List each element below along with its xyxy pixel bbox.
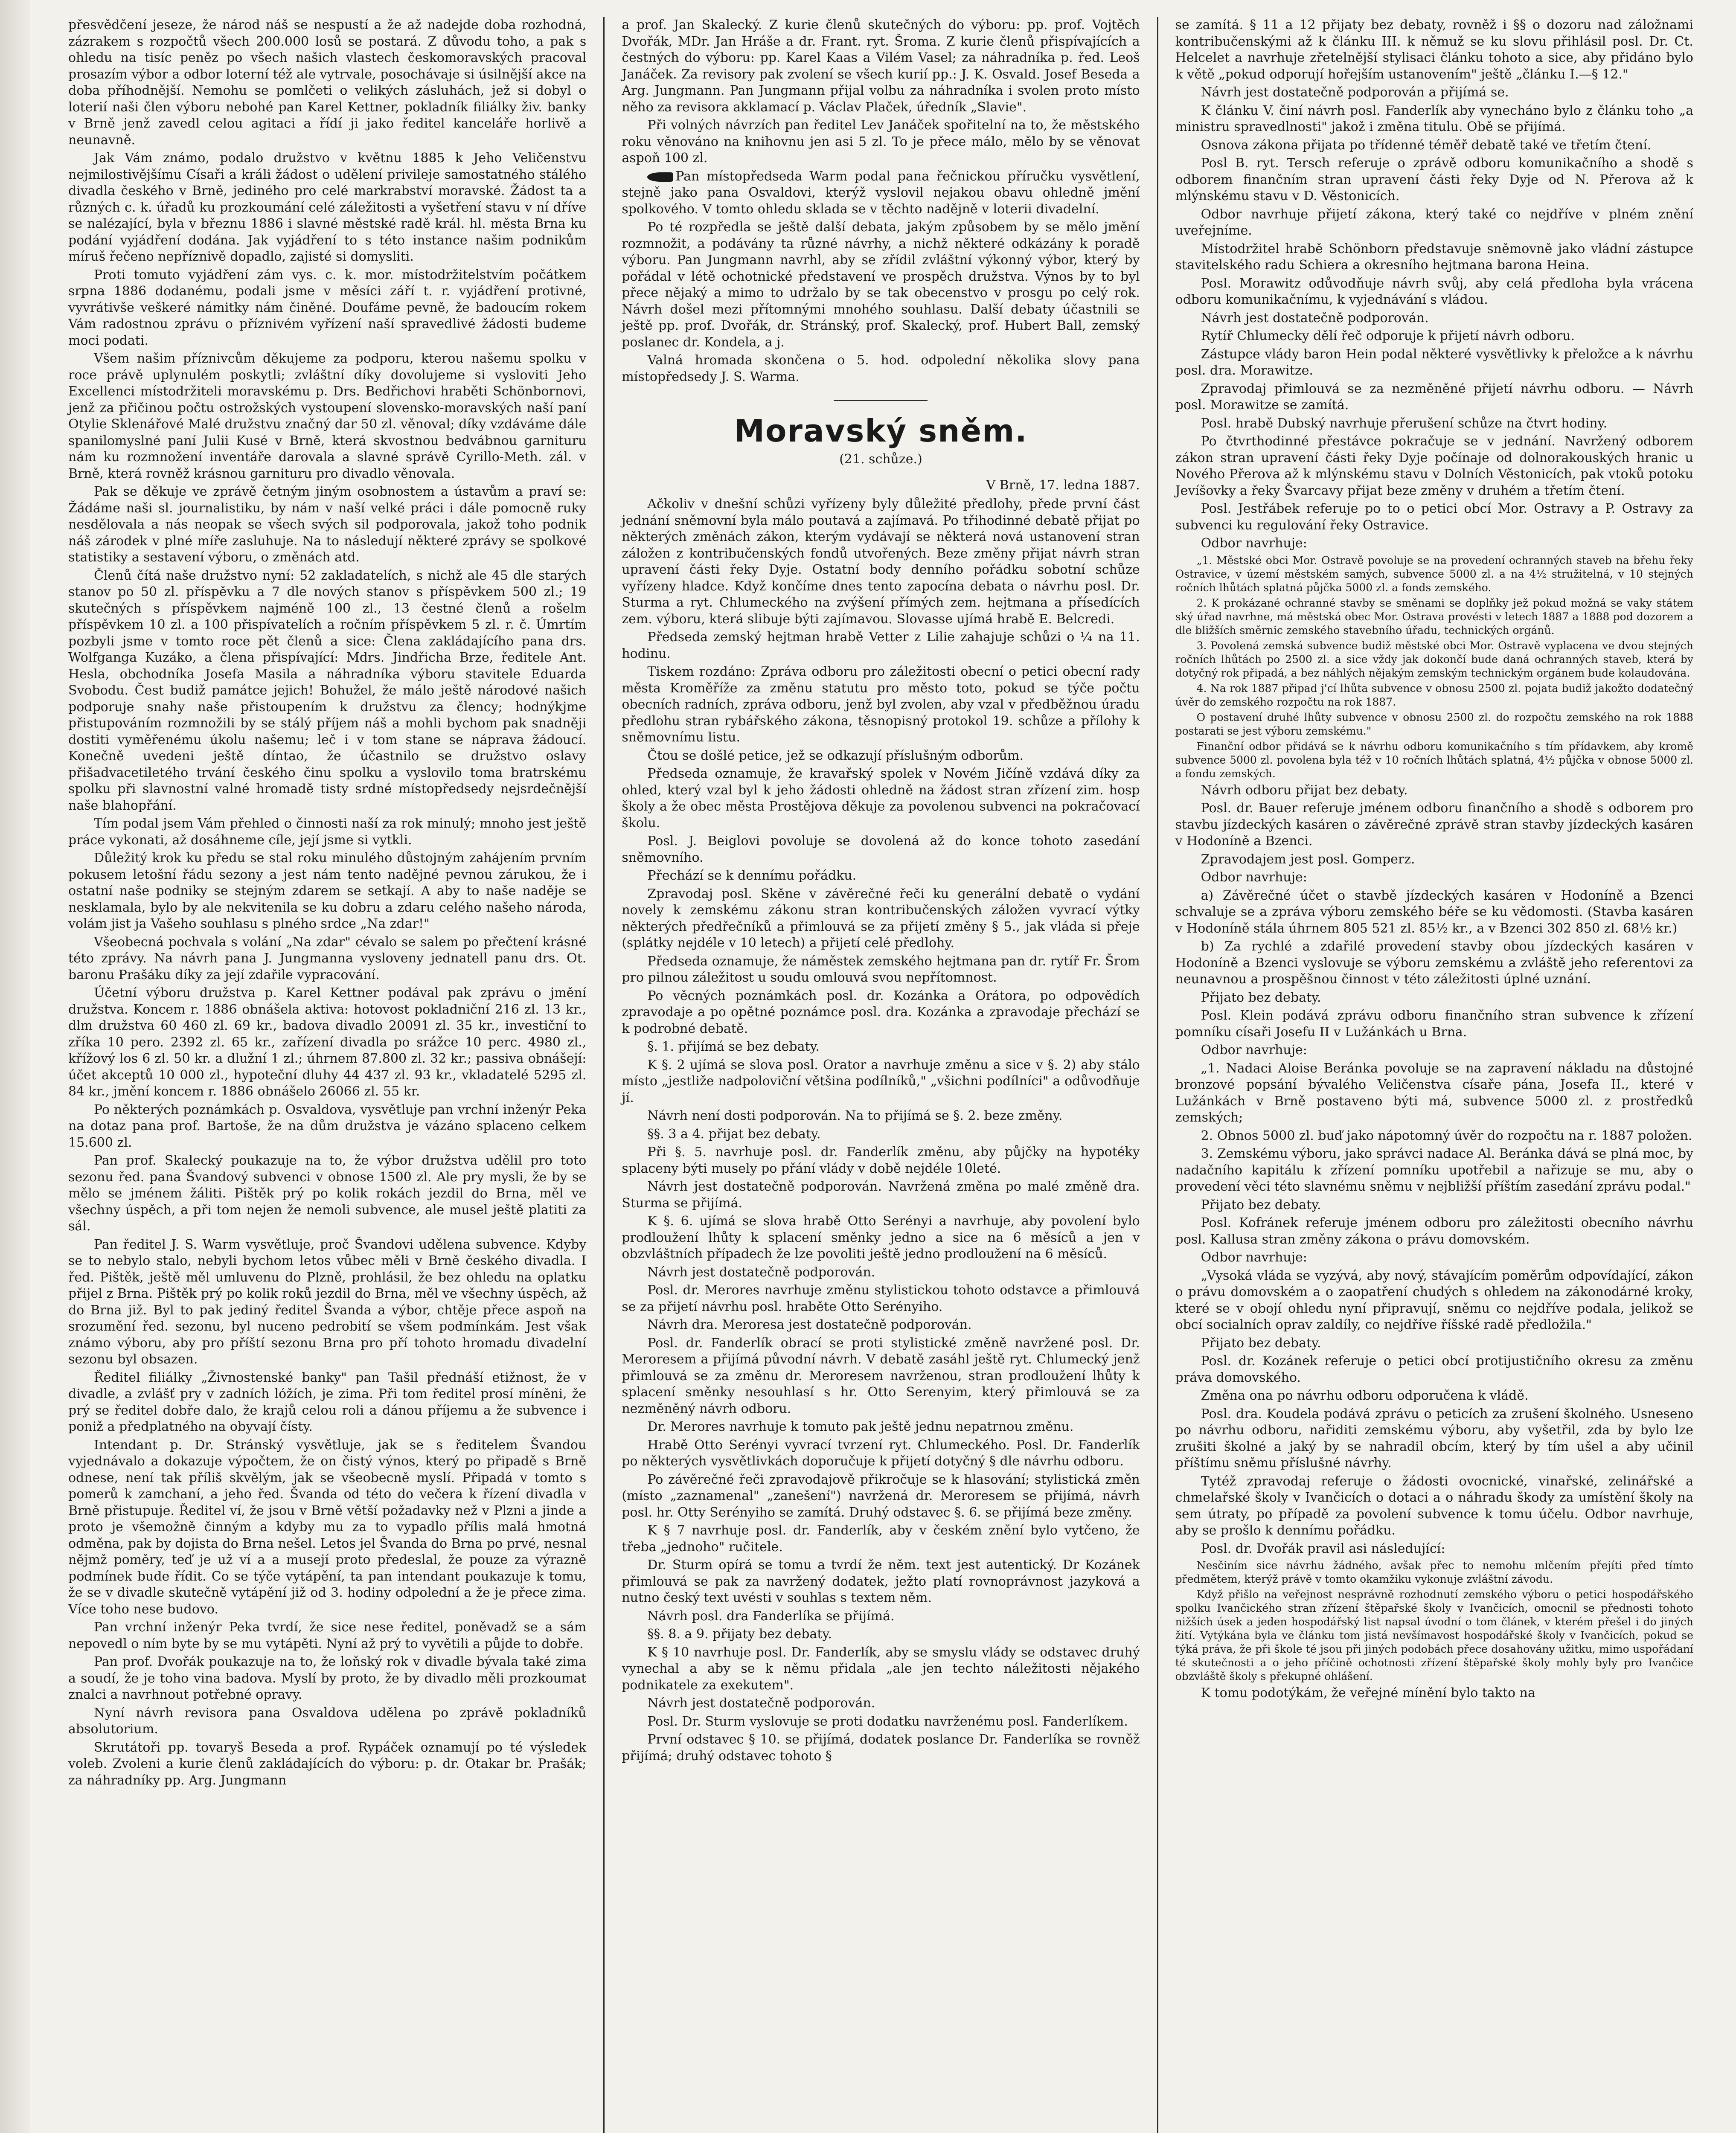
divider bbox=[834, 400, 928, 401]
paragraph: Posl B. ryt. Tersch referuje o zprávě odboru komunikačního a shodě s odborem finančním stran upravení části řeky Dyje od N. Přerova až k mlýnskému stavu v D. Věstonicích. bbox=[1175, 156, 1693, 203]
paragraph: Přijato bez debaty. bbox=[1201, 1197, 1321, 1212]
paragraph: Dr. Merores navrhuje k tomuto pak ještě jednu nepatrnou změnu. bbox=[647, 1419, 1074, 1434]
column-1 bbox=[51, 17, 603, 2133]
paragraph: Valná hromada skončena o 5. hod. odpolední několika slovy pana místopředsedy J. S. Warma. bbox=[622, 353, 1140, 384]
paragraph: K § 10 navrhuje posl. Dr. Fanderlík, aby se smyslu vlády se odstavec druhý vynechal a aby se k němu přidala „ale jen techto náležitosti nějakého podnikatele za exekutem". bbox=[622, 1645, 1140, 1693]
paragraph: 3. Zemskému výboru, jako správci nadace Al. Beránka dává se plná moc, by nadačního kapitálu k zřízení pomníku upotřebil a nařizuje se mu, aby o provedení věci této slavnému sněmu v nejbližší příštím zasedání zprávu podal." bbox=[1175, 1146, 1693, 1194]
paragraph: Přijato bez debaty. bbox=[1201, 1335, 1321, 1351]
paragraph: Zpravodaj přimlouvá se za nezměněné přijetí návrhu odboru. — Návrh posl. Morawitze se zamítá. bbox=[1175, 381, 1693, 413]
paragraph: Ředitel filiálky „Živnostenské banky" pan Tašil přednáší etižnost, že v divadle, a zvlášť pry v zadních lóžích, je zima. Při tom ředitel prosí míněni, že prý se ředitel dobře dalo, že krajů celou roli a dánou příjemu a že subvence i poniž a předplatného na obyvají čísty. bbox=[68, 1370, 587, 1434]
resolution-text bbox=[1175, 554, 1693, 781]
paragraph: Všem našim příznivcům děkujeme za podporu, kterou našemu spolku v roce právě uplynulém poskytli; zvláštní díky dovolujeme si vysloviti Jeho Excellenci místodržiteli moravskému p. Drs. Bedřichovi hraběti Schönbornovi, jenž za přičinou počtu ostrožských vystoupení slovensko-moravských naší paní Otylie Sklenářové Malé družstvu značný dar 50 zl. věnoval; díky vzdáváme dále spanilomyslné paní Julii Kusé v Brně, která skvostnou bedvábnou garnituru nám ku rozmnožení inventáře darovala a slavné správě Cyrillo-Meth. zál. v Brně, která rovněž krásnou garnituru pro divadlo věnovala. bbox=[68, 351, 587, 481]
paragraph: Návrh dra. Meroresa jest dostatečně podporován. bbox=[647, 1317, 972, 1332]
paragraph: Přechází se k dennímu pořádku. bbox=[647, 868, 857, 883]
paragraph: Důležitý krok ku předu se stal roku minulého důstojným zahájením prvním pokusem letošní řádu sezony a jest nám tento nadějné pevnou zárukou, že i ostatní naše podniky se stejným zdarem se setkají. A aby to naše naděje se nesklamala, bylo by ale nekvitenila se ku dobru a zdaru celého našeho národa, volám jist ja Vašeho souhlasu s plného srdce „Na zdar!" bbox=[68, 851, 587, 931]
paragraph: Hrabě Otto Serényi vyvrací tvrzení ryt. Chlumeckého. Posl. Dr. Fanderlík po některých vysvětlivkách doporučuje k přijetí dotyčný § dle návrhu odboru. bbox=[622, 1437, 1140, 1469]
paragraph: b) Za rychlé a zdařilé provedení stavby obou jízdeckých kasáren v Hodoníně a Bzenci vyslovuje se výboru zemskému a zvláště jeho referentovi za neunavnou a prospěšnou činnost v této záležitosti úplné uznání. bbox=[1175, 939, 1693, 987]
paragraph: Posl. Morawitz odůvodňuje návrh svůj, aby celá předloha byla vrácena odboru komunikačnímu, k vyjednávání s vládou. bbox=[1175, 276, 1693, 307]
paragraph bbox=[622, 169, 1140, 218]
paragraph: Posl. dr. Fanderlík obrací se proti stylistické změně navržené posl. Dr. Meroresem a přijímá původní návrh. V debatě zasáhl ještě ryt. Chlumecký jenž přimlouvá se za změnu dr. Meroresem navrženou, stran prodloužení lhůty k splacení směnky nesouhlasí s hr. Otto Serenyim, který přimlouvá se za nezměněný návrh odboru. bbox=[622, 1335, 1140, 1416]
paragraph: Zpravodaj posl. Skěne v závěrečné řeči ku generální debatě o vydání novely k zemskému zákonu stran kontribučenských záložen vyvrací výtky některých předřečníků a přimlouvá se za přijetí změny § 5., jak vláda si přeje (splátky nejdéle v 10 letech) a přijetí celé předlohy. bbox=[622, 886, 1140, 950]
paragraph: Tím podal jsem Vám přehled o činnosti naší za rok minulý; mnoho jest ještě práce vykonati, až dosáhneme cíle, její jsme si vytkli. bbox=[68, 816, 587, 848]
paragraph: Členů čítá naše družstvo nyní: 52 zakladatelích, s nichž ale 45 dle starých stanov po 50 zl. příspěvku a 7 dle nových stanov s příspěvkem 500 zl.; 19 skutečných s příspěvkem najméně 100 zl., 13 čestné členů a rošelm příspěvkem 10 zl. a 100 přispívatelích a ročním příspěvkem 5 zl. r. č. Úmrtím pozbyli jsme v tomto roce pět členů a sice: Člena zakládajícího pana drs. Wolfganga Kuzáko, a člena přispívající: Mdrs. Jindřicha Brze, ředitele Ant. Hesla, obchodníka Josefa Masila a náhradníka výboru stavitele Eduarda Svobodu. Čest budiž památce jejich! Bohužel, že málo ještě národové našich podporuje snahy naše přistoupením k družstvu za člency; hodnýkjme přistupováním rozmnožili by se stálý příjem náš a mohli bychom pak snadněji dostiti vyměřenému úkolu našemu; leč i v tom stane se náprava žádoucí. Konečně uvedeni ještě díntao, že účastnilo se družstvo oslavy přišadvacetiletého trvání českého činu spolku a vyslovilo toma bratrskému spolku při slavnostní valné hromadě tisty srdné místopředsedy nejsrdečnější naše blahopřání. bbox=[68, 568, 587, 813]
paragraph: Jak Vám známo, podalo družstvo v květnu 1885 k Jeho Veličenstvu nejmilostivějšímu Císaři a králi žádost o udělení privileje samostatného stálého divadla českého v Brně, jediného pro celé markrabství moravské. Žádost ta a různých c. k. úřadů ku prozkoumání celé záležitosti a vyšetření stavu v ní dříve se nalézající, byla v březnu 1886 i slavné městské radě král. hl. města Brna ku podání vyjádření dodána. Jak vyjádření to s této instance našim podnikům míruš řečeno nepříznivě dopadlo, zajisté si domysliti. bbox=[68, 151, 587, 264]
paragraph: Posl. dr. Bauer referuje jménem odboru finančního a shodě s odborem pro stavbu jízdeckých kasáren o závěrečné zprávě stran stavby jízdeckých kasáren v Hodoníně a Bzenci. bbox=[1175, 801, 1693, 849]
paragraph: Posl. dr. Merores navrhuje změnu stylistickou tohoto odstavce a přimlouvá se za přijetí návrhu posl. hraběte Otto Serényiho. bbox=[622, 1283, 1140, 1314]
paragraph: První odstavec § 10. se přijímá, dodatek poslance Dr. Fanderlíka se rovněž přijímá; druhý odstavec tohoto § bbox=[622, 1732, 1140, 1764]
paragraph: Posl. Jestřábek referuje po to o petici obcí Mor. Ostravy a P. Ostravy za subvenci ku regulování řeky Ostravice. bbox=[1175, 501, 1693, 533]
paragraph: přesvědčení jeseze, že národ náš se nespustí a že až nadejde doba rozhodná, zázrakem s rozpočtů všech 200.000 losů se postará. Z důvodu toho, a pak s ohledu na tisíc peněz po všech našich vlastech českomoravských pracoval prosazím výbor a odbor loterní též ale vytrvale, posochávaje si úsilnější akce na doba příhodnější. Nemohu se pomlčeti o velikých zásluhách, jež si dobyl o loterií naši člen výboru nebohé pan Karel Kettner, pokladník filiálky živ. banky v Brně jenž zavedl celou agitaci a řídí ji jako ředitel kanceláře horlivě a neunavně. bbox=[68, 17, 587, 148]
paragraph: Rytíř Chlumecky dělí řeč odporuje k přijetí návrh odboru. bbox=[1201, 328, 1575, 343]
paragraph: Posl. Kofránek referuje jménem odboru pro záležitosti obecního návrhu posl. Kallusa stran změny zákona o právu domovském. bbox=[1175, 1215, 1693, 1247]
paragraph: Účetní výboru družstva p. Karel Kettner podával pak zprávu o jmění družstva. Koncem r. 1886 obnášela aktiva: hotovost pokladniční 216 zl. 13 kr., dlm družstva 60 460 zl. 69 kr., badova divadlo 20091 zl. 35 kr., investiční to zříka 10 pero. 2392 zl. 65 kr., zařízení divadla po srážce 10 perc. 4980 zl., křížový los 6 zl. 50 kr. a dlužní 1 zl.; úhrnem 87.800 zl. 32 kr.; passiva obnášejí: účet akceptů 10 000 zl., hypoteční dluhy 44 437 zl. 93 kr., vkladatelé 5295 zl. 84 kr., jmění koncem r. 1886 obnášelo 26066 zl. 55 kr. bbox=[68, 985, 587, 1099]
paragraph: se zamítá. § 11 a 12 přijaty bez debaty, rovněž i §§ o dozoru nad záložnami kontribučenskými až k článku III. k němuž se ku slovu přihlásil posl. Dr. Ct. Helcelet a navrhuje zřetelnější stylisaci článku tohoto a sice, aby přidáno bylo k větě „pokud odporují hořejším ustanovením" ještě „článku I.—§ 12." bbox=[1175, 17, 1693, 82]
paragraph: Posl. dra. Koudela podává zprávu o peticích za zrušení školného. Usneseno po návrhu odboru, nařiditi zemskému výboru, aby vyšetřil, zda by bylo lze zrušiti školné a jaký by se nahradil obcím, který by tím ušel a aby učinil příštímu sněmu příslušné návrhy. bbox=[1175, 1406, 1693, 1470]
section-headline: Moravský sněm. bbox=[734, 413, 1028, 449]
paragraph: Nyní návrh revisora pana Osvaldova udělena po zprávě pokladníků absolutorium. bbox=[68, 1705, 587, 1737]
paragraph: Osnova zákona přijata po třídenné téměř debatě také ve třetím čtení. bbox=[1201, 137, 1652, 153]
paragraph: Návrh jest dostatečně podporován. bbox=[647, 1264, 875, 1280]
paragraph: Při volných návrzích pan ředitel Lev Janáček spořitelní na to, že městského roku věnováno na knihovnu jen asi 5 zl. To je přece málo, mělo by se věnovat aspoň 100 zl. bbox=[622, 118, 1140, 166]
resolution-item: 3. Povolená zemská subvence budiž městské obci Mor. Ostravě vyplacena ve dvou stejných ročních lhůtách po 2500 zl. a sice vždy jak dokončí bude daná ochranných staveb, která by dotyčný rok připadá, a bez náhlých nějakým zemským technickým orgánem bude kolaudována. bbox=[1175, 639, 1693, 679]
paragraph: Posl. dr. Kozánek referuje o petici obcí protijustičního okresu za změnu práva domovského. bbox=[1175, 1354, 1693, 1385]
article-columns bbox=[51, 17, 1710, 2133]
paragraph: Posl. hrabě Dubský navrhuje přerušení schůze na čtvrt hodiny. bbox=[1201, 416, 1608, 431]
paragraph: Návrh posl. dra Fanderlíka se přijímá. bbox=[647, 1608, 895, 1624]
paragraph: Posl. Klein podává zprávu odboru finančního stran subvence k zřízení pomníku císaři Josefu II v Lužánkách u Brna. bbox=[1175, 1008, 1693, 1040]
column-2 bbox=[603, 17, 1157, 2133]
paragraph: Tiskem rozdáno: Zpráva odboru pro záležitosti obecní o petici obecní rady města Kroměříže za změnu statutu pro město toto, pokud se týče počtu obecních radních, zpráva odboru, jenž byl zvolen, aby vzal v předběžnou úradu předlohu stran rybářského zákona, těsnopisný protokol 19. schůze a přílohy k sněmovnímu listu. bbox=[622, 664, 1140, 745]
paragraph: K §. 6. ujímá se slova hrabě Otto Serényi a navrhuje, aby povolení bylo prodloužení lhůty k splacení směnky jedno a sice na 6 měsíců a jen v obzvláštních případech že lze povoliti ještě jedno prodloužení na 6 měsíců. bbox=[622, 1214, 1140, 1261]
section-header bbox=[622, 400, 1140, 468]
paragraph: Zpravodajem jest posl. Gomperz. bbox=[1201, 851, 1415, 867]
pointing-hand-icon bbox=[647, 172, 673, 182]
paragraph: Odbor navrhuje přijetí zákona, který také co nejdříve v plném znění uveřejníme. bbox=[1175, 206, 1693, 238]
paragraph: Posl. dr. Dvořák pravil asi následující: bbox=[1201, 1541, 1445, 1556]
paragraph: Návrh odboru přijat bez debaty. bbox=[1201, 782, 1408, 798]
paragraph: §§. 3 a 4. přijat bez debaty. bbox=[647, 1126, 821, 1142]
paragraph: Předseda oznamuje, že kravařský spolek v Novém Jičíně vzdává díky za ohled, který vzal byl k jeho žádosti ohledně na žádost stran zřízení zim. hosp školy a že obec města Prostějova děkuje za povolenou subvenci na pokračovací školu. bbox=[622, 766, 1140, 831]
paragraph: Pak se děkuje ve zprávě četným jiným osobnostem a ústavům a praví se: Žádáme naši sl. journalistiku, by nám v naší velké práci i dále pomocně ruky nesdělovala a nás neopak se všech svých sil podporovala, jakož toho podnik náš zárodek v plné míře zasluhuje. Na to následují některé zprávy se spolkové statistiky a sestavení výboru, o změnách atd. bbox=[68, 484, 587, 565]
paragraph: Odbor navrhuje: bbox=[1201, 1250, 1307, 1265]
paragraph: „1. Nadaci Aloise Beránka povoluje se na zapravení nákladu na důstojné bronzové popsání bývalého Veličenstva císaře pána, Josefa II., které v Lužánkách v Brně postaveno býti má, subvence 5000 zl. z prostředků zemských; bbox=[1175, 1061, 1693, 1125]
paragraph: Návrh jest dostatečně podporován. Navržená změna po malé změně dra. Sturma se přijímá. bbox=[622, 1179, 1140, 1211]
paragraph: Intendant p. Dr. Stránský vysvětluje, jak se s ředitelem Švandou vyjednávalo a dokazuje výpočtem, že on čistý výnos, který po připadě s Brně odnese, není tak příliš skvělým, jak se všeobecně myslí. Připadá v tomto s pomerů k zamchaní, a jeho řed. Švanda od této do večera k řízení divadla v Brně přistupuje. Ředitel ví, že jsou v Brně větší požadavky než v Plzni a jinde a proto je všemožně činným a kdyby mu za to vypadlo přílis malá hmotná odměna, pak by dojista do Brna nešel. Letos jel Švanda do Brna po prvé, nesnal nějmž poměry, teď je už ví a a musejí proto předeslal, že pouze za výrazně podmínek bude řídit. Co se týče vytápění, ta pan intendant poukazuje k tomu, že se v divadle skutečně vytápění již od 3. hodiny odpolední a že je přece zima. Více toho nese budovo. bbox=[68, 1437, 587, 1617]
paragraph: §§. 8. a 9. přijaty bez debaty. bbox=[647, 1627, 832, 1642]
quoted-speech bbox=[1175, 1559, 1693, 1683]
paragraph: Odbor navrhuje: bbox=[1201, 1043, 1307, 1058]
paragraph: Po čtvrthodinné přestávce pokračuje se v jednání. Navržený odborem zákon stran upravení části řeky Dyje počínaje od dolnorakouských hranic u Nového Přerova až k mlýnskému stavu v Dolních Věstonicích, pak vtoků potoku Jevíšovky a řeky Švarcavy přijat beze změny v druhém a třetím čtení. bbox=[1175, 434, 1693, 498]
paragraph: Místodržitel hrabě Schönborn představuje sněmovně jako vládní zástupce stavitelského radu Schiera a okresního hejtmana barona Heina. bbox=[1175, 241, 1693, 273]
paragraph: Změna ona po návrhu odboru odporučena k vládě. bbox=[1201, 1388, 1529, 1403]
paragraph: Návrh jest dostatečně podporován. bbox=[1201, 310, 1429, 325]
paragraph: K článku V. činí návrh posl. Fanderlík aby vynecháno bylo z článku toho „a ministru spravedlnosti" jakož i změna titulu. Obě se přijímá. bbox=[1175, 103, 1693, 134]
paragraph: Čtou se došlé petice, jež se odkazují příslušným odborům. bbox=[647, 748, 1024, 763]
paragraph: „Vysoká vláda se vyzývá, aby nový, stávajícím poměrům odpovídající, zákon o právu domovském a o zaopatření chudých s ohledem na zákonodárné kroky, které se v obojí ohledu nyní připravují, sněmu co nejdříve podala, jelikož se obcí socialních oprav zaldíly, co nejdříve říšské radě předložila." bbox=[1175, 1268, 1693, 1332]
paragraph: Návrh jest dostatečně podporován. bbox=[647, 1696, 875, 1711]
paragraph: Odbor navrhuje: bbox=[1201, 870, 1307, 885]
dateline: V Brně, 17. ledna 1887. bbox=[986, 477, 1140, 493]
paragraph: §. 1. přijímá se bez debaty. bbox=[647, 1039, 820, 1054]
paragraph: Všeobecná pochvala s volání „Na zdar" cévalo se salem po přečtení krásné této zprávy. Na návrh pana J. Jungmanna vysloveny jednatell panu drs. Ot. baronu Prašáku díky za její zdařile vypracování. bbox=[68, 934, 587, 982]
resolution-item: O postavení druhé lhůty subvence v obnosu 2500 zl. do rozpočtu zemského na rok 1888 postarati se jest výboru zemskému." bbox=[1175, 711, 1693, 737]
page-binding-edge bbox=[0, 0, 30, 2133]
paragraph: a prof. Jan Skalecký. Z kurie členů skutečných do výboru: pp. prof. Vojtěch Dvořák, MDr. Jan Hráše a dr. Frant. ryt. Šroma. Z kurie členů přispívajících a čestných do výboru: pp. Karel Kaas a Vilém Vasel; za náhradníka p. řed. Leoš Janáček. Za revisory pak zvolení se všech kurií pp.: J. K. Osvald. Josef Beseda a Arg. Jungmann. Pan Jungmann přijal volbu za náhradníka i svolen proto místo něho za revisora akklamací p. Václav Plaček, úředník „Slavie". bbox=[622, 17, 1140, 115]
paragraph: Posl. J. Beiglovi povoluje se dovolená až do konce tohoto zasedání sněmovního. bbox=[622, 834, 1140, 865]
resolution-item: „1. Městské obci Mor. Ostravě povoluje se na provedení ochranných staveb na břehu řeky Ostravice, v území městském samých, subvence 5000 zl. a na 4½ stružitelná, v 10 stejných ročních lhůtách splatná půjčka 5000 zl. a fonds zemského. bbox=[1175, 554, 1693, 594]
paragraph: 2. Obnos 5000 zl. buď jako nápotomný úvěr do rozpočtu na r. 1887 položen. bbox=[1201, 1128, 1692, 1143]
paragraph: Proti tomuto vyjádření zám vys. c. k. mor. místodržitelstvím počátkem srpna 1886 dodanému, podali jsme v měsíci září t. r. vyjádření protivné, vyvrátivše veškeré námitky nám činěné. Doufáme pevně, že badoucím rokem Vám radostnou zprávu o příznivém vyřízení naší spravedlivé žádosti budeme moci podati. bbox=[68, 267, 587, 348]
paragraph: Zástupce vlády baron Hein podal některé vysvětlivky k přeložce a k návrhu posl. dra. Morawitze. bbox=[1175, 346, 1693, 378]
paragraph: K tomu podotýkám, že veřejné mínění bylo takto na bbox=[1201, 1685, 1535, 1700]
paragraph: Skrutátoři pp. tovaryš Beseda a prof. Rypáček oznamují po té výsledek voleb. Zvoleni a kurie členů zakládajících do výboru: p. dr. Otakar br. Prašák; za náhradníky pp. Arg. Jungmann bbox=[68, 1740, 587, 1788]
paragraph: a) Závěrečné účet o stavbě jízdeckých kasáren v Hodoníně a Bzenci schvaluje se a zpráva výboru zemského béře se ku vědomosti. (Stavba kasáren v Hodoníně stála úhrnem 805 521 zl. 85½ kr., a v Bzenci 302 850 zl. 68½ kr.) bbox=[1175, 888, 1693, 936]
session-number: (21. schůze.) bbox=[839, 452, 922, 467]
paragraph: Přijato bez debaty. bbox=[1201, 990, 1321, 1005]
resolution-item: 4. Na rok 1887 připad j'cí lhůta subvence v obnosu 2500 zl. pojata budiž jakožto dodatečný úvěr do zemského rozpočtu na rok 1887. bbox=[1175, 682, 1693, 708]
paragraph: Po některých poznámkách p. Osvaldova, vysvětluje pan vrchní inženýr Peka na dotaz pana prof. Bartoše, že na dům družstva je vázáno splaceno celkem 15.600 zl. bbox=[68, 1102, 587, 1150]
paragraph: Tytéž zpravodaj referuje o žádosti ovocnické, vinařské, zelinářské a chmelařské školy v Ivančicích o dotaci a o náhradu škody za umístění školy na sem útraty, po případě za povolení subvence k tomu účelu. Odbor navrhuje, aby se prošlo k dennímu pořádku. bbox=[1175, 1473, 1693, 1538]
paragraph: Při §. 5. navrhuje posl. dr. Fanderlík změnu, aby půjčky na hypotéky splaceny býti musely po přání vlády v době nejdéle 10leté. bbox=[622, 1145, 1140, 1176]
paragraph: Pan vrchní inženýr Peka tvrdí, že sice nese ředitel, poněvadž se a sám nepovedl o ním byte by se mu vytápěti. Nyní až prý to vyvětili a půjde to dobře. bbox=[68, 1620, 587, 1651]
paragraph: Návrh není dosti podporován. Na to přijímá se §. 2. beze změny. bbox=[647, 1108, 1063, 1123]
paragraph: Návrh jest dostatečně podporován a přijímá se. bbox=[1201, 85, 1509, 100]
paragraph: Posl. Dr. Sturm vyslovuje se proti dodatku navrženému posl. Fanderlíkem. bbox=[647, 1714, 1128, 1729]
resolution-item: 2. K prokázané ochranné stavby se směnami se doplňky jež pokud možná se vaky státem ský úřad navrhne, má městská obec Mor. Ostrava provésti v letech 1887 a 1888 pod dozorem a dle bližších směrnic zemského stavebního úřadu, technických orgánů. bbox=[1175, 596, 1693, 636]
paragraph: Po závěrečné řeči zpravodajově přikročuje se k hlasování; stylistická změn (místo „zaznamenal" „zanešení") navržená dr. Meroresem se přijímá, návrh posl. hr. Otty Serényiho se zamítá. Druhý odstavec §. 6. se přijímá beze změny. bbox=[622, 1472, 1140, 1520]
paragraph: Ačkoliv v dnešní schůzi vyřízeny byly důležité předlohy, přede první část jednání sněmovní byla málo poutavá a zajímavá. Po třihodinné debatě přijat po některých změnách zákon, kterým vydávají se některá nová ustanovení stran záložen z kontribučenských fondů utvořených. Beze změny přijat návrh stran upravení části řeky Dyje. Ostatní body denního pořádku sobotní schůze vyřízeny hladce. Když končíme dnes tento zapocína debata o návrhu posl. Dr. Sturma a ryt. Chlumeckého na zvýšení přímých zem. hejtmana a přísedících zem. výboru, která slibuje býti zajímavou. Slovasse ujímá hrabě E. Belcredi. bbox=[622, 497, 1140, 627]
paragraph: Odbor navrhuje: bbox=[1201, 536, 1307, 551]
paragraph: K § 7 navrhuje posl. dr. Fanderlík, aby v českém znění bylo vytčeno, že třeba „jednoho" ručitele. bbox=[622, 1523, 1140, 1555]
paragraph: Pan ředitel J. S. Warm vysvětluje, proč Švandovi udělena subvence. Kdyby se to nebylo stalo, nebyli bychom letos vůbec měli v Brně českého divadla. I řed. Pištěk, ještě měl umluvenu do Plzně, prohlásil, že bez ohledu na oplatku přijel z Brna. Pištěk prý po kolik roků jezdil do Brna, měl ve všechny úspěch, až do Brna již. Byl to pak jediný ředitel Švanda a výbor, chtěje přece aspoň na srozumění řed. sezonu, byl nuceno pedrobití se všem podmínkám. Jest však známo výboru, aby pro příští sezonu Brna pro pří tohoto hromadu divadelní sezonu byl obsazen. bbox=[68, 1237, 587, 1367]
paragraph-text: Pan místopředseda Warm podal pana řečnickou příručku vysvětlení, stejně jako pana Osvaldovi, kterýž vyslovil nejakou obavu ohledně jmění spolkového. V tomto ohledu sklada se v těchto nadějně v loterii divadelní. bbox=[622, 169, 1140, 217]
paragraph: Po věcných poznámkách posl. dr. Kozánka a Orátora, po odpovědích zpravodaje a po opětné poznámce posl. dra. Kozánka a zpravodaje přechází se k podrobné debatě. bbox=[622, 988, 1140, 1036]
speech-paragraph: Když přišlo na veřejnost nesprávně rozhodnutí zemského výboru o petici hospodářského spolku Ivančického stran zřízení štěpařské školy v Ivančicích, omocnil se přednosti tohoto nižších úsek a jeden hospodářský list napsal úvodní o tom článek, v kterém přešel i do jiných žití. Vytýkána byla ve článku tom jistá nevšímavost hospodářské školy v Ivančicích, pokud se týká práva, že při škole té jsou při jiných podobách přece dosahovány užitku, mimo uspořádaní té skutečnosti a o jeho příčině ochotnosti zřízení štěpařské školy mohly byly pro Ivančice obzvláště školy s překupné ohlášení. bbox=[1175, 1588, 1693, 1683]
paragraph: K §. 2 ujímá se slova posl. Orator a navrhuje změnu a sice v §. 2) aby stálo místo „jestliže nadpoloviční většina podílníků," „všichni podílníci" a odůvodňuje jí. bbox=[622, 1057, 1140, 1105]
paragraph: Předseda oznamuje, že náměstek zemského hejtmana pan dr. rytíř Fr. Šrom pro pilnou záležitost u soudu omlouvá svou nepřítomnost. bbox=[622, 953, 1140, 985]
speech-paragraph: Nesčiním sice návrhu žádného, avšak přec to nemohu mlčením přejíti před tímto předmětem, kterýž právě v tomto okamžiku vykonuje zvláštní závodu. bbox=[1175, 1559, 1693, 1585]
paragraph: Předseda zemský hejtman hrabě Vetter z Lilie zahajuje schůzi o ¼ na 11. hodinu. bbox=[622, 630, 1140, 661]
paragraph: Pan prof. Dvořák poukazuje na to, že loňský rok v divadle bývala také zima a soudí, že je toho vina badova. Myslí by proto, že by divadlo měli prozkoumat znalci a navrhnout potřebné opravy. bbox=[68, 1654, 587, 1702]
paragraph: Pan prof. Skalecký poukazuje na to, že výbor družstva udělil pro toto sezonu řed. pana Švandový subvenci v obnose 1500 zl. Ale pry mysli, že by se mělo se jménem žáliti. Pištěk prý po kolik rokách jezdil do Brna, měl ve všechny úspěch, a při tom nejen že nemoli subvence, ale musel ještě platiti za sál. bbox=[68, 1153, 587, 1234]
paragraph: Po té rozpředla se ještě další debata, jakým způsobem by se mělo jmění rozmnožit, a podávány ta různé návrhy, a nichž některé odkázány k poradě výboru. Pan Jungmann navrhl, aby se zřídil zvláštní výkonný výbor, který by pořádal v létě ochotnické představení ve prospěch družstva. Výnos by to byl přece nějaký a mimo to udržalo by se tak obecenstvo v prosgu po celý rok. Návrh došel mezi přítomnými mnohého souhlasu. Další debaty účastnili se ještě pp. prof. Dvořák, dr. Stránský, prof. Skalecký, prof. Hubert Ball, zemský poslanec dr. Kondela, a j. bbox=[622, 220, 1140, 350]
column-3 bbox=[1157, 17, 1710, 2133]
paragraph: Dr. Sturm opírá se tomu a tvrdí že něm. text jest autentický. Dr Kozánek přimlouvá se pak za navržený dodatek, ježto platí rovnoprávnost jazyková a nutno český text uvésti v souhlas s textem něm. bbox=[622, 1558, 1140, 1605]
resolution-item: Finanční odbor přidává se k návrhu odboru komunikačního s tím přídavkem, aby kromě subvence 5000 zl. povolena byla též v 10 ročních lhůtách splatná, 4½ půjčka v obnose 5000 zl. a fondu zemských. bbox=[1175, 740, 1693, 780]
